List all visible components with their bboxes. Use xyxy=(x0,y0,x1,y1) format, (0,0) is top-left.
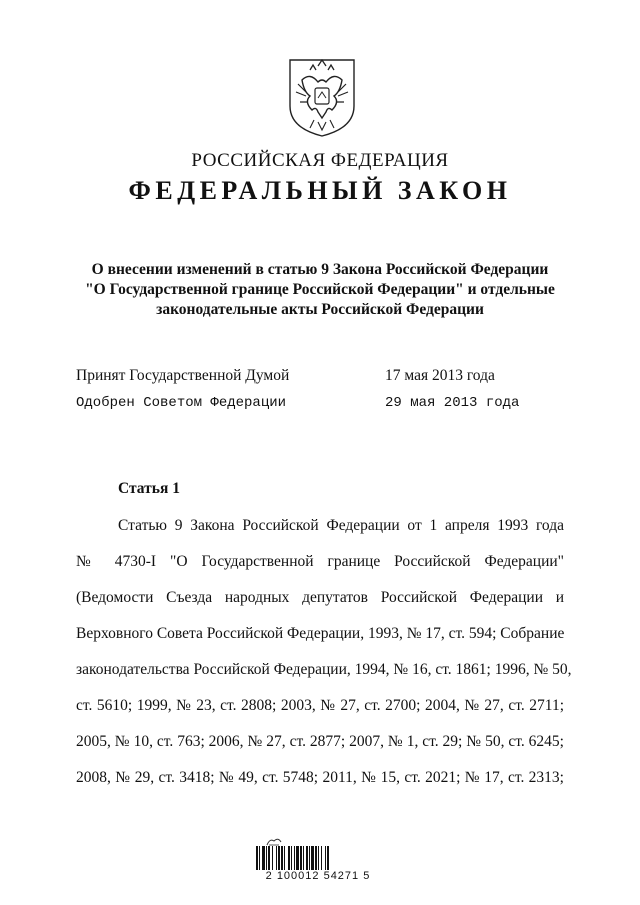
barcode-bar xyxy=(268,846,270,870)
article-text-line: Верховного Совета Российской Федерации, 1993, № 17, ст. 594; Собрание xyxy=(76,625,565,642)
barcode-bar xyxy=(281,846,283,870)
barcode-bar xyxy=(318,846,319,870)
barcode-bar xyxy=(272,846,273,870)
document-type-title: ФЕДЕРАЛЬНЫЙ ЗАКОН xyxy=(128,176,512,205)
barcode-bar xyxy=(309,846,310,870)
council-approval-date: 29 мая 2013 года xyxy=(385,395,520,411)
barcode-bar xyxy=(303,846,304,870)
council-approval-label: Одобрен Советом Федерации xyxy=(76,395,287,411)
barcode-bar xyxy=(278,846,280,870)
barcode-bar xyxy=(300,846,302,870)
article-text-line: ст. 5610; 1999, № 23, ст. 2808; 2003, № 27, ст. 2700; 2004, № 27, ст. 2711; xyxy=(76,697,564,714)
subject-line: О внесении изменений в статью 9 Закона Российской Федерации xyxy=(91,261,549,278)
barcode-bar xyxy=(291,846,292,870)
russian-coat-of-arms-icon xyxy=(288,58,356,138)
article-body xyxy=(76,508,572,796)
article-text-line: № 4730-I "О Государственной границе Российской Федерации" xyxy=(76,553,564,570)
barcode-bar xyxy=(321,846,322,870)
barcode-bar xyxy=(262,846,265,870)
barcode-bar xyxy=(276,846,277,870)
barcode-bar xyxy=(284,846,285,870)
article-title: Статья 1 xyxy=(118,480,180,497)
barcode-bar xyxy=(315,846,317,870)
barcode-bar xyxy=(294,846,295,870)
barcode-bar xyxy=(266,846,267,870)
article-text-line: (Ведомости Съезда народных депутатов Российской Федерации и xyxy=(76,589,564,606)
law-subject xyxy=(60,260,580,320)
article-text-line: Статью 9 Закона Российской Федерации от 1 апреля 1993 года xyxy=(118,517,564,534)
subject-line: "О Государственной границе Российской Федерации" и отдельные xyxy=(85,281,555,298)
barcode-bar xyxy=(288,846,290,870)
article-text-line: 2008, № 29, ст. 3418; № 49, ст. 5748; 2011, № 15, ст. 2021; № 17, ст. 2313; xyxy=(76,769,564,786)
barcode-number: 2 100012 54271 5 xyxy=(265,870,371,882)
article-text-line: 2005, № 10, ст. 763; 2006, № 27, ст. 2877; 2007, № 1, ст. 29; № 50, ст. 6245; xyxy=(76,733,564,750)
barcode-bar xyxy=(296,846,299,870)
country-name: РОССИЙСКАЯ ФЕДЕРАЦИЯ xyxy=(191,150,449,171)
barcode-bar xyxy=(259,846,260,870)
barcode-bar xyxy=(256,846,258,870)
barcode-bar xyxy=(311,846,314,870)
subject-line: законодательные акты Российской Федерации xyxy=(156,301,484,318)
barcode xyxy=(256,846,376,870)
article-text-line: законодательства Российской Федерации, 1994, № 16, ст. 1861; 1996, № 50, xyxy=(76,661,572,678)
barcode-bar xyxy=(327,846,329,870)
duma-adoption-label: Принят Государственной Думой xyxy=(76,367,290,384)
registry-mark-icon xyxy=(266,836,282,846)
barcode-bar xyxy=(325,846,326,870)
duma-adoption-date: 17 мая 2013 года xyxy=(385,367,495,384)
barcode-bar xyxy=(306,846,308,870)
